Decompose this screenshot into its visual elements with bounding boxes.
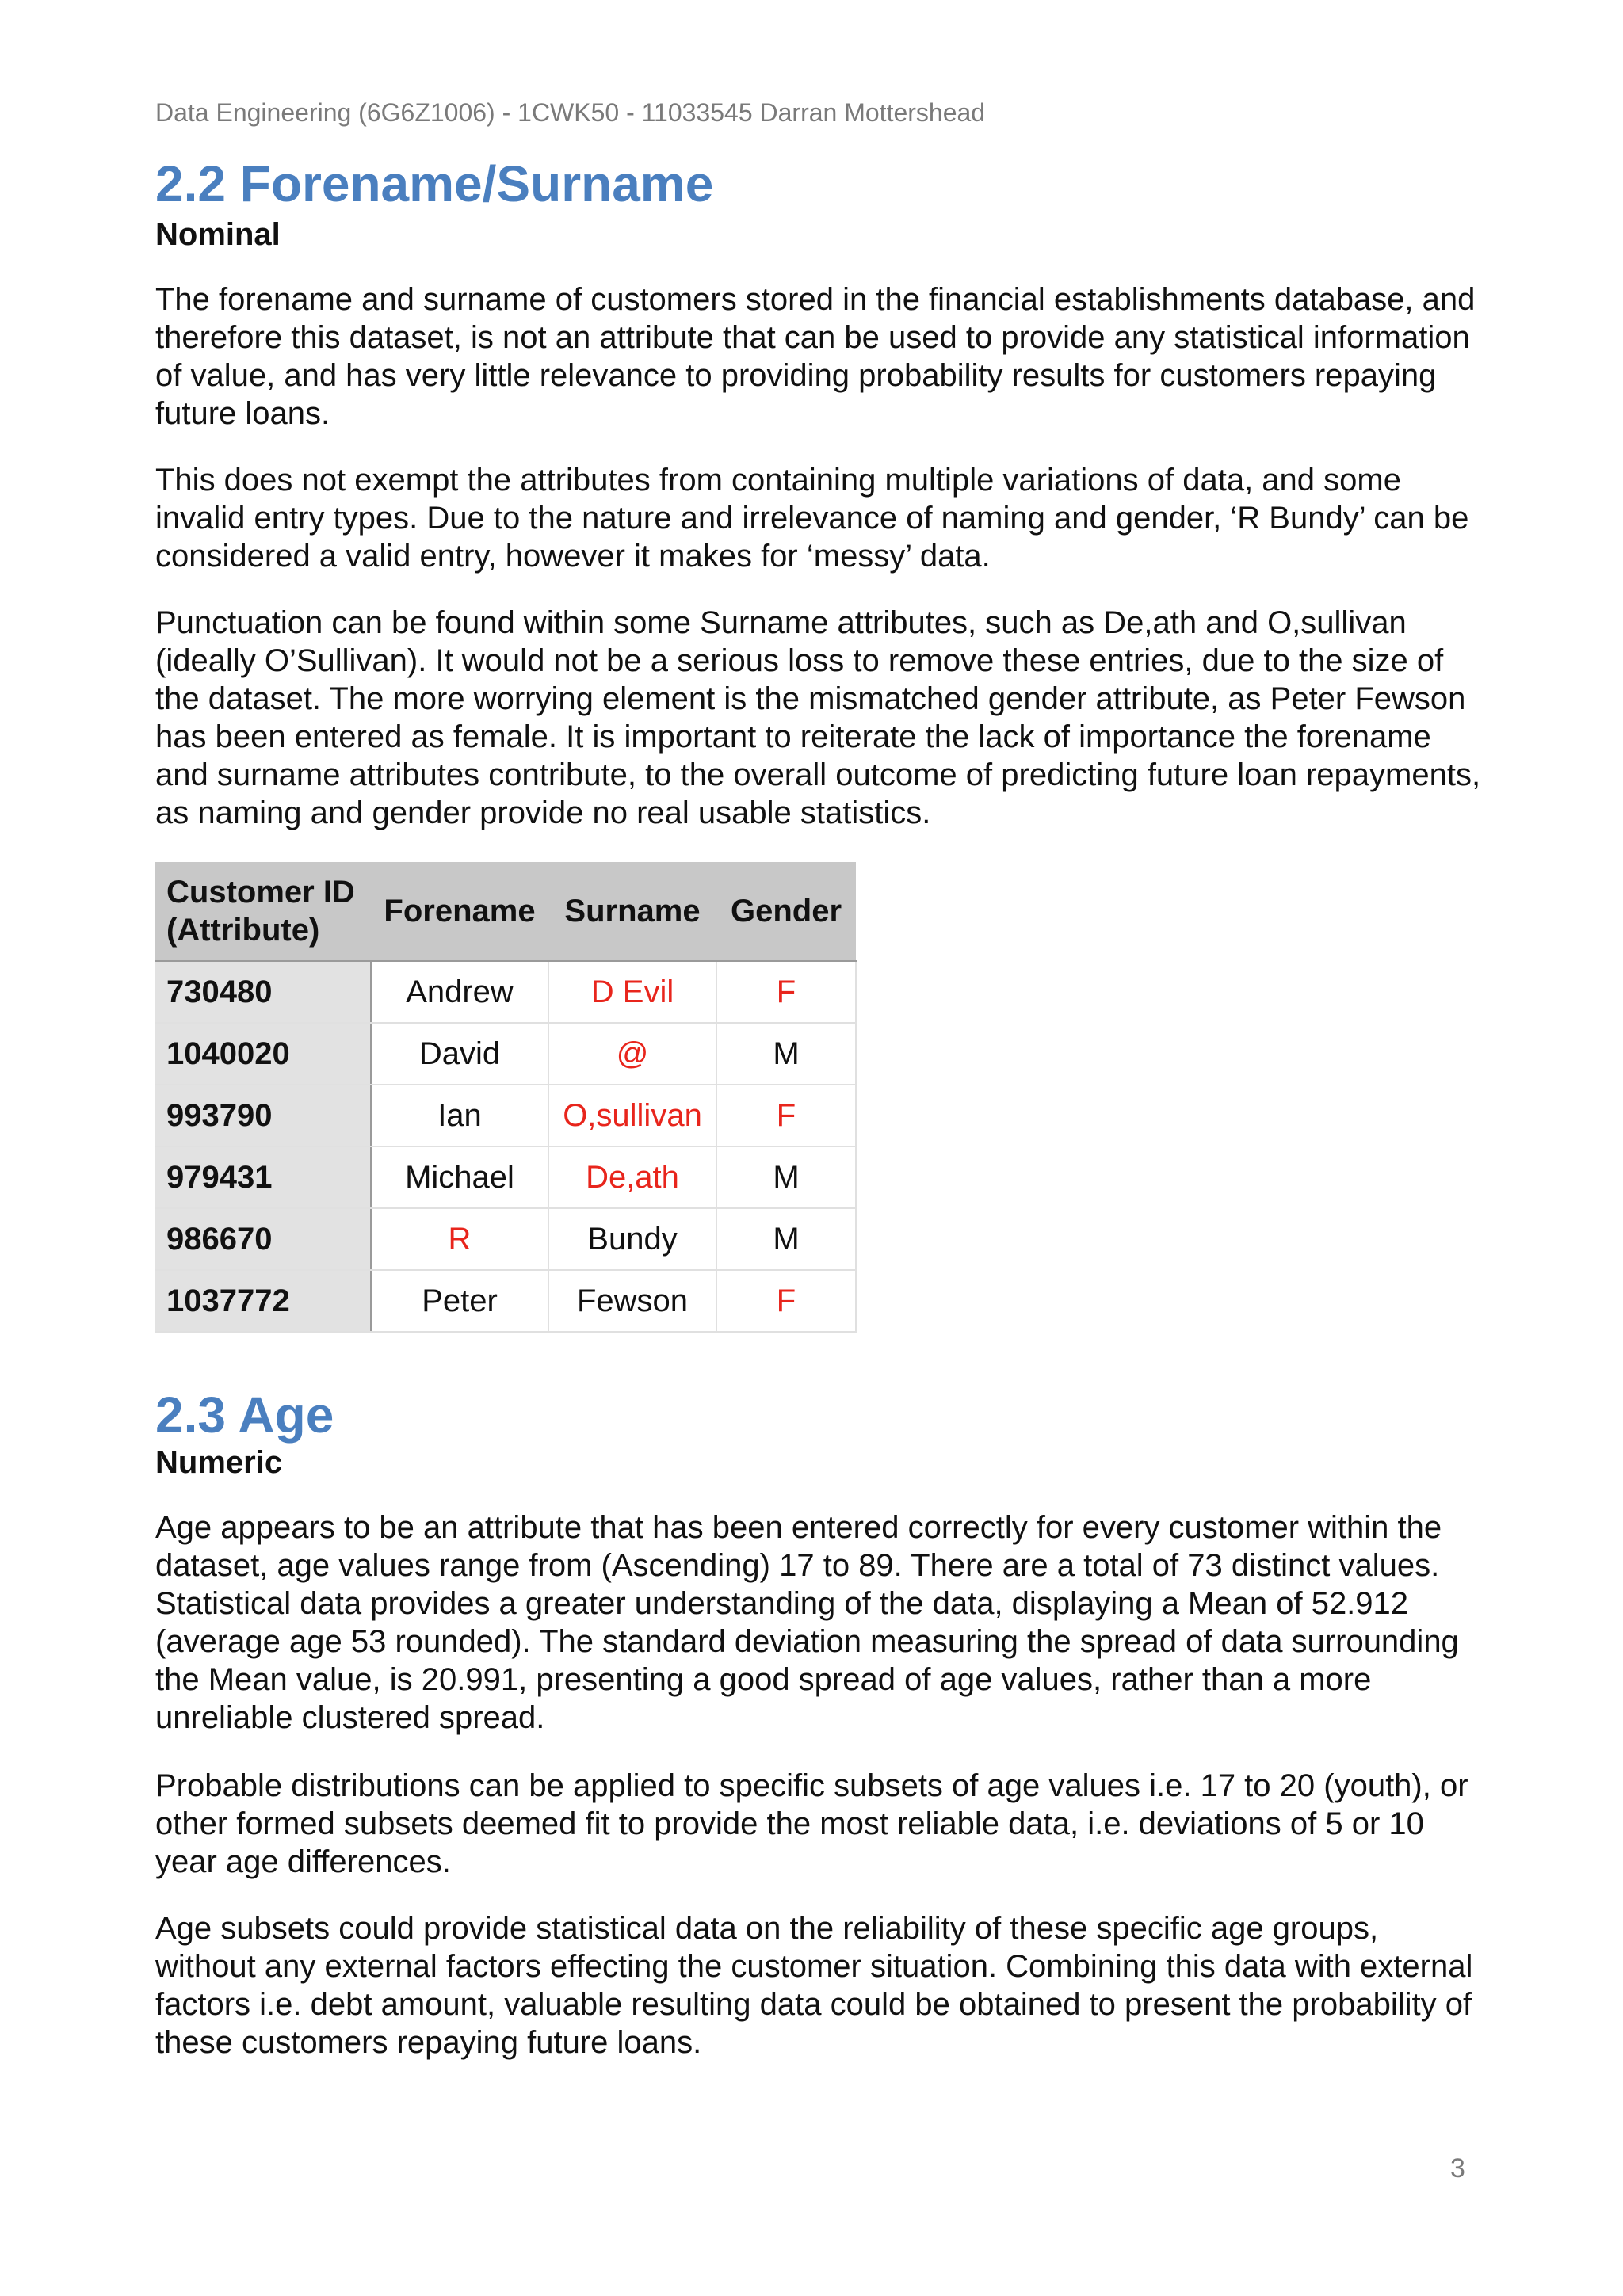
cell-forename: Peter	[371, 1270, 548, 1332]
cell-gender: F	[716, 961, 856, 1023]
cell-surname: @	[548, 1023, 716, 1085]
cell-customer-id: 979431	[155, 1146, 371, 1208]
cell-customer-id: 993790	[155, 1085, 371, 1146]
cell-customer-id: 986670	[155, 1208, 371, 1270]
header-gender: Gender	[716, 862, 856, 961]
cell-forename: David	[371, 1023, 548, 1085]
table-row	[155, 1023, 856, 1085]
section-title-age: 2.3 Age	[155, 1386, 334, 1444]
table-row	[155, 1146, 856, 1208]
cell-gender: F	[716, 1085, 856, 1146]
cell-surname: D Evil	[548, 961, 716, 1023]
paragraph-23-2: Probable distributions can be applied to specific subsets of age values i.e. 17 to 20 (youth), or other formed subsets deemed fit to provide the most reliable data, i.e. deviations of 5 or 10 year age differences.	[155, 1768, 1468, 1879]
section-subtitle-nominal: Nominal	[155, 217, 281, 252]
paragraph-22-1: The forename and surname of customers stored in the financial establishments database, and therefore this dataset, is not an attribute that can be used to provide any statistical information of value, and has very little relevance to providing probability results for customers repaying future loans.	[155, 282, 1476, 431]
table-row	[155, 1085, 856, 1146]
paragraph-22-3: Punctuation can be found within some Surname attributes, such as De,ath and O,sullivan (ideally O’Sullivan). It would not be a serious loss to remove these entries, due to the size of the dataset. The more worrying element is the mismatched gender attribute, as Peter Fewson has been entered as female. It is important to reiterate the lack of importance the forename and surname attributes contribute, to the overall outcome of predicting future loan repayments, as naming and gender provide no real usable statistics.	[155, 605, 1481, 830]
paragraph-23-1: Age appears to be an attribute that has been entered correctly for every customer within the dataset, age values range from (Ascending) 17 to 89. There are a total of 73 distinct values. Statistical data provides a greater understanding of the data, displaying a Mean of 52.912 (average age 53 rounded). The standard deviation measuring the spread of data surrounding the Mean value, is 20.991, presenting a good spread of age values, rather than a more unreliable clustered spread.	[155, 1510, 1459, 1735]
cell-forename: Ian	[371, 1085, 548, 1146]
table-row	[155, 1208, 856, 1270]
cell-customer-id: 1040020	[155, 1023, 371, 1085]
cell-forename: R	[371, 1208, 548, 1270]
section-title-forename-surname: 2.2 Forename/Surname	[155, 155, 714, 212]
customer-name-table	[155, 862, 857, 1333]
table-header-row	[155, 862, 856, 961]
table-row	[155, 961, 856, 1023]
cell-gender: M	[716, 1208, 856, 1270]
header-surname: Surname	[548, 862, 716, 961]
table-row	[155, 1270, 856, 1332]
page-header: Data Engineering (6G6Z1006) - 1CWK50 - 11033545 Darran Mottershead	[155, 98, 986, 127]
cell-surname: De,ath	[548, 1146, 716, 1208]
cell-customer-id: 730480	[155, 961, 371, 1023]
cell-surname: Fewson	[548, 1270, 716, 1332]
cell-surname: Bundy	[548, 1208, 716, 1270]
paragraph-23-3: Age subsets could provide statistical data on the reliability of these specific age groups, without any external factors effecting the customer situation. Combining this data with external factors i.e. debt amount, valuable resulting data could be obtained to present the probability of these customers repaying future loans.	[155, 1911, 1473, 2060]
cell-customer-id: 1037772	[155, 1270, 371, 1332]
cell-surname: O,sullivan	[548, 1085, 716, 1146]
cell-gender: M	[716, 1023, 856, 1085]
page-number: 3	[1450, 2153, 1465, 2183]
header-forename: Forename	[371, 862, 548, 961]
cell-gender: M	[716, 1146, 856, 1208]
section-subtitle-numeric: Numeric	[155, 1445, 283, 1480]
header-customer-id: Customer ID (Attribute)	[155, 862, 371, 961]
cell-gender: F	[716, 1270, 856, 1332]
cell-forename: Andrew	[371, 961, 548, 1023]
paragraph-22-2: This does not exempt the attributes from containing multiple variations of data, and some invalid entry types. Due to the nature and irrelevance of naming and gender, ‘R Bundy’ can be considered a valid entry, however it makes for ‘messy’ data.	[155, 463, 1469, 574]
cell-forename: Michael	[371, 1146, 548, 1208]
